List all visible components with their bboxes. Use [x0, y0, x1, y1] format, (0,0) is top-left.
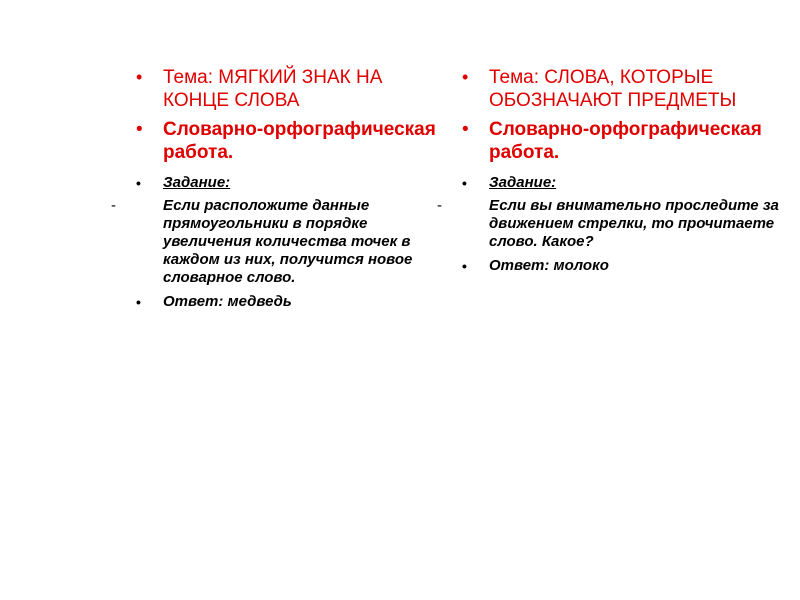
left-topic-item: [136, 66, 448, 112]
left-column: [111, 66, 448, 332]
left-task-text-item: [111, 197, 448, 287]
left-answer-item: [136, 293, 448, 311]
right-task-text: Если вы внимательно проследите за движением стрелки, то прочитаете слово. Какое?: [489, 197, 779, 250]
bullet-icon: •: [136, 67, 143, 87]
left-topic-title: Тема: МЯГКИЙ ЗНАК НА КОНЦЕ СЛОВА: [163, 67, 383, 111]
dash-icon: -: [111, 197, 116, 214]
right-task-item: [462, 174, 782, 192]
right-work-title: Словарно-орфографическая работа.: [489, 119, 762, 163]
right-task-label: Задание:: [489, 174, 557, 191]
right-answer-item: [462, 257, 782, 275]
bullet-icon: •: [462, 258, 467, 274]
bullet-icon: •: [136, 294, 141, 310]
right-topic-item: [462, 66, 782, 112]
left-answer: Ответ: медведь: [163, 293, 292, 310]
right-answer: Ответ: молоко: [489, 257, 609, 274]
right-topic-title: Тема: СЛОВА, КОТОРЫЕ ОБОЗНАЧАЮТ ПРЕДМЕТЫ: [489, 67, 737, 111]
left-work-item: [136, 118, 448, 164]
bullet-icon: •: [462, 67, 469, 87]
bullet-icon: •: [462, 175, 467, 191]
left-task-label: Задание:: [163, 174, 231, 191]
left-task-text: Если расположите данные прямоугольники в порядке увеличения количества точек в каждом из них, получится новое словарное слово.: [163, 197, 413, 286]
right-column: [437, 66, 782, 332]
right-task-text-item: [437, 197, 782, 251]
right-work-item: [462, 118, 782, 164]
bullet-icon: •: [136, 119, 143, 140]
left-work-title: Словарно-орфографическая работа.: [163, 119, 436, 163]
bullet-icon: •: [462, 119, 469, 140]
bullet-icon: •: [136, 175, 141, 191]
dash-icon: -: [437, 197, 442, 214]
left-task-item: [136, 174, 448, 192]
